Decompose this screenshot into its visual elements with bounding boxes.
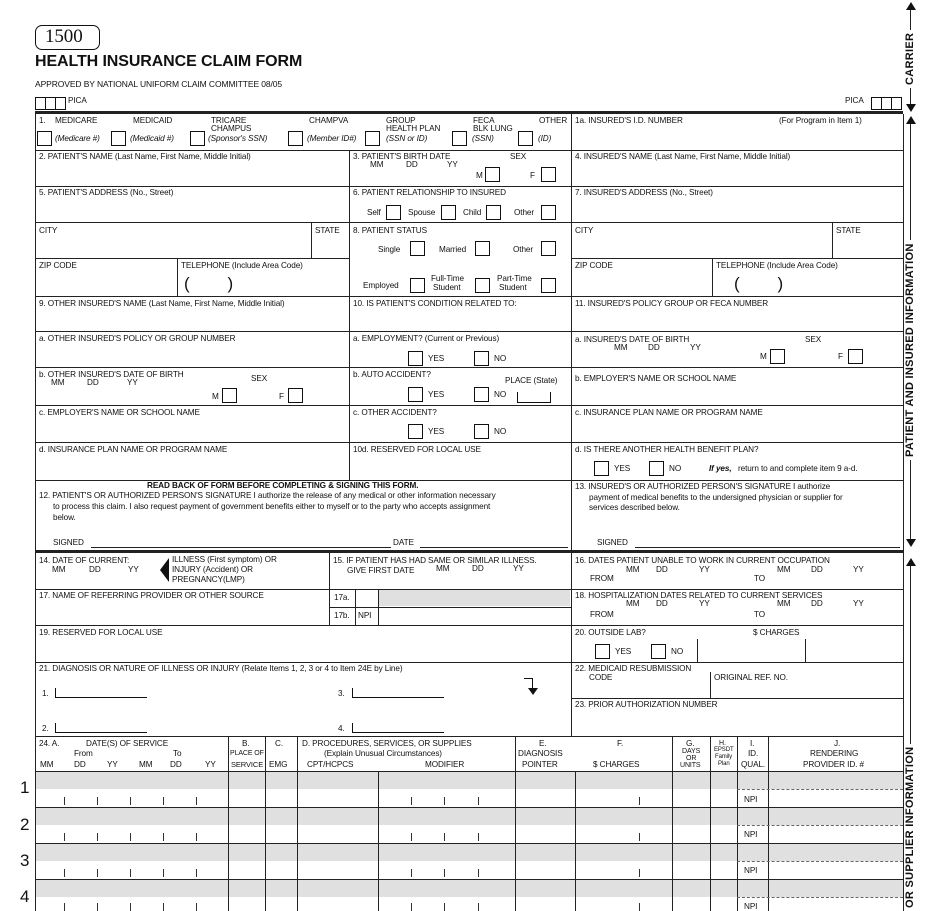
medicaid-label: MEDICAID [133,116,173,125]
outside-lab-yes: YES [615,647,632,656]
reserved-local-10d: 10d. RESERVED FOR LOCAL USE [353,445,481,454]
employment-label: a. EMPLOYMENT? (Current or Previous) [353,334,500,343]
insured-signature-line1: 13. INSURED'S OR AUTHORIZED PERSON'S SIGNATURE I authorize [575,482,831,491]
insured-id-note: (For Program in Item 1) [779,116,862,125]
unable-work-to-mm: MM [777,565,791,574]
similar-illness-line2: GIVE FIRST DATE [347,566,415,575]
employment-yes-label: YES [428,354,445,363]
if-yes-note-rest: return to and complete item 9 a-d. [738,464,858,473]
date-current-yy: YY [128,565,139,574]
supplier-side-label: OR SUPPLIER INFORMATION [904,744,916,911]
outside-lab-charges: $ CHARGES [753,628,800,637]
other-sex-f-checkbox[interactable] [288,388,303,403]
outside-lab-yes-checkbox[interactable] [595,644,610,659]
item17a-shaded-field[interactable] [378,590,570,606]
patient-down-arrow-icon [906,539,916,547]
birth-dd: DD [406,160,418,169]
place-state-field[interactable] [517,392,551,403]
npi-label: NPI [744,866,758,875]
single-checkbox[interactable] [410,241,425,256]
item24-from-yy: YY [107,760,118,769]
medicaid-sub: (Medicaid #) [130,134,174,143]
item24-to-yy: YY [205,760,216,769]
service-line-number: 2 [20,815,30,834]
other-acc-yes-checkbox[interactable] [408,424,423,439]
tricare-sub: (Sponsor's SSN) [208,134,268,143]
champva-checkbox[interactable] [288,131,303,146]
insured-zip-label: ZIP CODE [575,261,613,270]
feca-label: FECA [473,116,495,125]
unable-work-from-yy: YY [699,565,710,574]
item17b-label: 17b. [334,611,350,620]
parttime-checkbox[interactable] [541,278,556,293]
other-accident-label: c. OTHER ACCIDENT? [353,408,437,417]
birth-mm: MM [370,160,384,169]
illness-line1: ILLNESS (First symptom) OR [172,555,277,564]
group-sub: (SSN or ID) [386,134,428,143]
patient-address-label: 5. PATIENT'S ADDRESS (No., Street) [39,188,174,197]
item24e-diagnosis: DIAGNOSIS [518,749,563,758]
item24i-label: I. [750,739,755,748]
item24-from-dd: DD [74,760,86,769]
npi-label: NPI [744,830,758,839]
item24-to-label: To [173,749,182,758]
parttime-label-2: Student [499,283,527,292]
item24j-provider-id: PROVIDER ID. # [803,760,864,769]
insured-dob-label: a. INSURED'S DATE OF BIRTH [575,335,690,344]
item24f-label: F. [617,739,624,748]
relation-other-label: Other [514,208,534,217]
diagnosis-3-field[interactable] [352,688,444,698]
child-label: Child [463,208,482,217]
employment-no-checkbox[interactable] [474,351,489,366]
item24g-label: G. [686,739,695,748]
item24b-service: SERVICE [231,760,264,769]
insured-signature-line2: payment of medical benefits to the undersigned physician or supplier for [589,493,843,502]
patient-area-code[interactable]: ( ) [184,274,234,293]
self-label: Self [367,208,381,217]
insured-state-label: STATE [836,226,861,235]
hosp-to: TO [754,610,766,619]
other-sex-f: F [279,392,284,401]
item24-to-dd: DD [170,760,182,769]
patient-signature-line2: to process this claim. I also request payment of government benefits either to myself or to the party who accepts assignment [53,502,491,511]
illness-line3: PREGNANCY(LMP) [172,575,245,584]
insured-sex-m: M [760,352,767,361]
other-policy-label: a. OTHER INSURED'S POLICY OR GROUP NUMBER [39,334,236,343]
champva-sub: (Member ID#) [307,134,357,143]
other-insured-dob-label: b. OTHER INSURED'S DATE OF BIRTH [39,370,184,379]
relation-other-checkbox[interactable] [541,205,556,220]
date-current-pointer-icon [160,558,169,582]
auto-no-checkbox[interactable] [474,387,489,402]
item24e-label: E. [539,739,547,748]
hosp-from-mm: MM [626,599,640,608]
item24b-place: PLACE OF [230,750,264,757]
date-current-mm: MM [52,565,66,574]
form-title: HEALTH INSURANCE CLAIM FORM [35,53,303,70]
auto-yes-label: YES [428,390,445,399]
npi-label: NPI [744,795,758,804]
group-label: GROUP [386,116,416,125]
medicaid-resubmission-code: CODE [589,673,613,682]
insured-sex-f: F [838,352,843,361]
employment-no-label: NO [494,354,507,363]
referring-provider-label: 17. NAME OF REFERRING PROVIDER OR OTHER SOURCE [39,591,264,600]
feca-sub: (SSN) [472,134,494,143]
approved-line: APPROVED BY NATIONAL UNIFORM CLAIM COMMITTEE 08/05 [35,79,283,89]
insured-telephone-label: TELEPHONE (Include Area Code) [716,261,838,270]
service-line-number: 3 [20,851,30,870]
unable-work-label: 16. DATES PATIENT UNABLE TO WORK IN CURRENT OCCUPATION [575,556,830,565]
another-plan-no-checkbox[interactable] [649,461,664,476]
item17b-npi: NPI [358,611,372,620]
insured-signed-label: SIGNED [597,538,628,547]
insured-city-label: CITY [575,226,594,235]
patient-zip-label: ZIP CODE [39,261,77,270]
parttime-label-1: Part-Time [497,274,532,283]
carrier-side-label: CARRIER [904,30,916,88]
sex-f-label: F [530,171,535,180]
child-checkbox[interactable] [486,205,501,220]
insured-sex-m-checkbox[interactable] [770,349,785,364]
item24h-plan: Plan [718,761,730,767]
unable-work-to: TO [754,574,766,583]
item24f-charges: $ CHARGES [593,760,640,769]
diagnosis-4-label: 4. [338,724,345,733]
employed-checkbox[interactable] [410,278,425,293]
insured-name-label: 4. INSURED'S NAME (Last Name, First Name, Middle Initial) [575,152,791,161]
other-label: OTHER [539,116,568,125]
insured-address-label: 7. INSURED'S ADDRESS (No., Street) [575,188,713,197]
another-plan-no-label: NO [669,464,682,473]
hosp-to-mm: MM [777,599,791,608]
other-acc-yes-label: YES [428,427,445,436]
insured-dob-yy: YY [690,343,701,352]
insured-area-code[interactable]: ( ) [734,274,784,293]
read-back-notice: READ BACK OF FORM BEFORE COMPLETING & SIGNING THIS FORM. [147,481,419,490]
other-sex-m: M [212,392,219,401]
hosp-from: FROM [590,610,614,619]
spouse-label: Spouse [408,208,436,217]
auto-yes-checkbox[interactable] [408,387,423,402]
insured-id-label: 1a. INSURED'S I.D. NUMBER [575,116,683,125]
unable-work-to-yy: YY [853,565,864,574]
diagnosis-2-label: 2. [42,724,49,733]
feca-checkbox[interactable] [452,131,467,146]
item24c-label: C. [275,739,283,748]
sex-m-checkbox[interactable] [485,167,500,182]
service-line-number: 1 [20,778,30,797]
tricare-checkbox[interactable] [190,131,205,146]
champva-label: CHAMPVA [309,116,349,125]
other-acc-no-checkbox[interactable] [474,424,489,439]
patient-signed-line[interactable] [91,547,391,548]
item24g-or: OR [686,755,697,762]
medicaid-resubmission-label: 22. MEDICAID RESUBMISSION [575,664,692,673]
insured-sex-f-checkbox[interactable] [848,349,863,364]
other-sex-label: SEX [251,374,268,383]
item24c-emg: EMG [269,760,288,769]
other-program-checkbox[interactable] [518,131,533,146]
carrier-up-arrow-icon [906,2,916,10]
insurance-plan-label-d: d. INSURANCE PLAN NAME OR PROGRAM NAME [39,445,228,454]
item24g-units: UNITS [680,762,701,769]
if-yes-note: If yes, [709,464,732,473]
supplier-up-arrow-icon [906,558,916,566]
hosp-from-dd: DD [656,599,668,608]
married-label: Married [439,245,467,254]
reserved-local-19: 19. RESERVED FOR LOCAL USE [39,628,163,637]
npi-label: NPI [744,902,758,911]
group-health-label: HEALTH PLAN [386,124,441,133]
self-checkbox[interactable] [386,205,401,220]
outside-lab-no-checkbox[interactable] [651,644,666,659]
medicaid-checkbox[interactable] [111,131,126,146]
auto-accident-label: b. AUTO ACCIDENT? [353,370,431,379]
top-thick-line [35,111,903,114]
insured-signed-line[interactable] [635,547,900,548]
another-plan-yes-checkbox[interactable] [594,461,609,476]
insured-sex-label: SEX [805,335,822,344]
hospitalization-label: 18. HOSPITALIZATION DATES RELATED TO CURRENT SERVICES [575,591,823,600]
insured-dob-mm: MM [614,343,628,352]
employer-school-label-b: b. EMPLOYER'S NAME OR SCHOOL NAME [575,374,737,383]
item24-from-mm: MM [40,760,54,769]
patient-name-label: 2. PATIENT'S NAME (Last Name, First Name, Middle Initial) [39,152,251,161]
patient-signature-line1: 12. PATIENT'S OR AUTHORIZED PERSON'S SIGNATURE I authorize the release of any medical or other information necessary [39,491,496,500]
item24h-epsdt: EPSDT [714,747,734,753]
employer-school-label: c. EMPLOYER'S NAME OR SCHOOL NAME [39,408,200,417]
original-ref-label: ORIGINAL REF. NO. [714,673,788,682]
item24b-label: B. [242,739,250,748]
another-plan-label: d. IS THERE ANOTHER HEALTH BENEFIT PLAN? [575,445,759,454]
similar-illness-yy: YY [513,564,524,573]
item24-to-mm: MM [139,760,153,769]
patient-signature-line3: below. [53,513,76,522]
item24d-label: D. PROCEDURES, SERVICES, OR SUPPLIES [302,739,472,748]
other-insured-name-label: 9. OTHER INSURED'S NAME (Last Name, First Name, Middle Initial) [39,299,285,308]
group-checkbox[interactable] [365,131,380,146]
unable-work-from-dd: DD [656,565,668,574]
birth-date-label: 3. PATIENT'S BIRTH DATE [353,152,451,161]
unable-work-to-dd: DD [811,565,823,574]
outside-lab-no: NO [671,647,684,656]
single-label: Single [378,245,401,254]
employed-label: Employed [363,281,399,290]
insurance-plan-label-c: c. INSURANCE PLAN NAME OR PROGRAM NAME [575,408,763,417]
similar-illness-dd: DD [472,564,484,573]
similar-illness-line1: 15. IF PATIENT HAS HAD SAME OR SIMILAR ILLNESS. [333,556,537,565]
champus-label: CHAMPUS [211,124,252,133]
patient-status-label: 8. PATIENT STATUS [353,226,427,235]
diagnosis-label: 21. DIAGNOSIS OR NATURE OF ILLNESS OR INJURY (Relate Items 1, 2, 3 or 4 to Item 24E by Line) [39,664,403,673]
medicare-sub: (Medicare #) [55,134,100,143]
item24i-id: ID. [748,749,759,758]
other-acc-no-label: NO [494,427,507,436]
form-number: 1500 [45,26,83,47]
condition-related-label: 10. IS PATIENT'S CONDITION RELATED TO: [353,299,517,308]
employment-yes-checkbox[interactable] [408,351,423,366]
other-program-sub: (ID) [538,134,552,143]
pica-left-label: PICA [68,96,87,105]
item24-from-label: From [74,749,93,758]
patient-signed-label: SIGNED [53,538,84,547]
diagnosis-1-field[interactable] [55,688,147,698]
insured-signature-line3: services described below. [589,503,680,512]
other-dob-dd: DD [87,378,99,387]
item24-dates-label: DATE(S) OF SERVICE [86,739,169,748]
status-other-checkbox[interactable] [541,241,556,256]
other-dob-mm: MM [51,378,65,387]
other-sex-m-checkbox[interactable] [222,388,237,403]
unable-work-from: FROM [590,574,614,583]
insured-dob-dd: DD [648,343,660,352]
tricare-label: TRICARE [211,116,247,125]
patient-telephone-label: TELEPHONE (Include Area Code) [181,261,303,270]
carrier-down-arrow-icon [906,104,916,112]
hosp-to-dd: DD [811,599,823,608]
status-other-label: Other [513,245,533,254]
item24h-family: Family [715,754,733,760]
date-current-label: 14. DATE OF CURRENT: [39,556,130,565]
hosp-to-yy: YY [853,599,864,608]
married-checkbox[interactable] [475,241,490,256]
policy-group-label: 11. INSURED'S POLICY GROUP OR FECA NUMBER [575,299,769,308]
sex-f-checkbox[interactable] [541,167,556,182]
item24d-explain: (Explain Unusual Circumstances) [324,749,442,758]
item24d-modifier: MODIFIER [425,760,465,769]
sex-label: SEX [510,152,527,161]
spouse-checkbox[interactable] [441,205,456,220]
item24j-label: J. [834,739,841,748]
unable-work-from-mm: MM [626,565,640,574]
hosp-from-yy: YY [699,599,710,608]
fulltime-checkbox[interactable] [475,278,490,293]
blklung-label: BLK LUNG [473,124,513,133]
prior-authorization-label: 23. PRIOR AUTHORIZATION NUMBER [575,700,718,709]
illness-line2: INJURY (Accident) OR [172,565,253,574]
pica-right-label: PICA [845,96,864,105]
diagnosis-3-label: 3. [338,689,345,698]
item24i-qual: QUAL. [741,760,766,769]
item24e-pointer: POINTER [522,760,558,769]
diagnosis-1-label: 1. [42,689,49,698]
patient-date-label: DATE [393,538,414,547]
item24h-label: H. [719,740,726,747]
medicare-checkbox[interactable] [37,131,52,146]
auto-no-label: NO [494,390,507,399]
date-current-dd: DD [89,565,101,574]
item1-number: 1. [39,116,46,125]
item17a-label: 17a. [334,593,350,602]
medicare-label: MEDICARE [55,116,98,125]
patient-state-label: STATE [315,226,340,235]
similar-illness-mm: MM [436,564,450,573]
patient-up-arrow-icon [906,116,916,124]
birth-yy: YY [447,160,458,169]
diagnosis-4-field[interactable] [352,723,444,733]
service-line-number: 4 [20,887,30,906]
item24j-rendering: RENDERING [810,749,859,758]
item24g-days: DAYS [682,748,701,755]
another-plan-yes-label: YES [614,464,631,473]
patient-city-label: CITY [39,226,58,235]
other-dob-yy: YY [127,378,138,387]
fulltime-label-1: Full-Time [431,274,464,283]
fulltime-label-2: Student [433,283,461,292]
item24a-label: 24. A. [39,739,60,748]
sex-m-label: M [476,171,483,180]
diagnosis-2-field[interactable] [55,723,147,733]
patient-date-line[interactable] [420,547,568,548]
outside-lab-label: 20. OUTSIDE LAB? [575,628,646,637]
place-state-label: PLACE (State) [505,376,558,385]
patient-side-label: PATIENT AND INSURED INFORMATION [904,240,916,460]
mid-thick-line [35,550,903,553]
relationship-label: 6. PATIENT RELATIONSHIP TO INSURED [353,188,506,197]
item24d-cpt: CPT/HCPCS [307,760,354,769]
